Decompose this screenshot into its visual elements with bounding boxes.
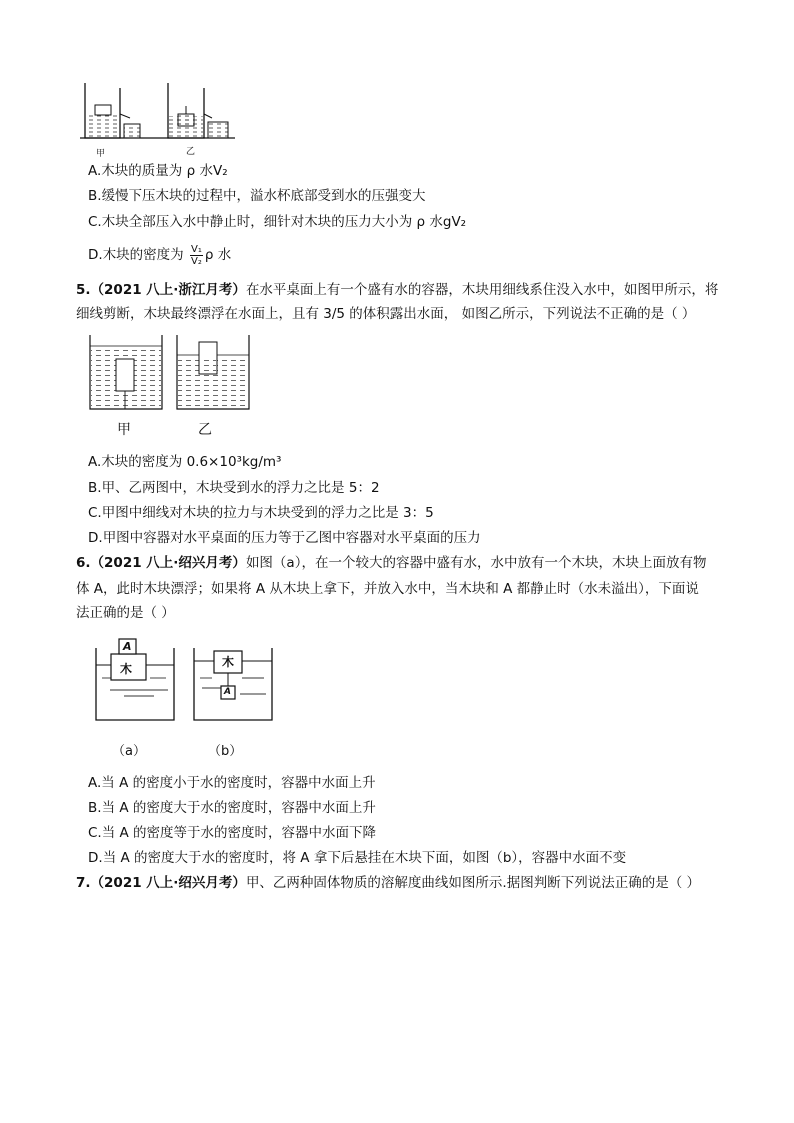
option-letter: A. (88, 163, 102, 179)
q6-option-a[interactable] (88, 774, 376, 792)
q6-block-a-label-b: A (224, 687, 231, 697)
q6-option-b[interactable] (88, 799, 376, 817)
option-text: 木块的密度为 0.6×10³kg/m³ (101, 454, 282, 470)
question-text: 在水平桌面上有一个盛有水的容器，木块用细线系住没入水中，如图甲所示，将 (245, 282, 719, 298)
fig-top-label-yi: 乙 (186, 147, 196, 157)
option-text: 甲、乙两图中，木块受到水的浮力之比是 5：2 (101, 480, 380, 496)
option-text: 当 A 的密度等于水的密度时，容器中水面下降 (101, 825, 377, 841)
option-letter: C. (88, 505, 102, 521)
q6-block-a-label: A (123, 640, 132, 653)
question-source: （2021 八上·浙江月考） (90, 282, 246, 298)
option-text: 甲图中容器对水平桌面的压力等于乙图中容器对水平桌面的压力 (102, 530, 481, 546)
question-text: 甲、乙两种固体物质的溶解度曲线如图所示.据图判断下列说法正确的是（ ） (245, 875, 701, 891)
question-text: 法正确的是（ ） (76, 605, 175, 621)
option-letter: D. (88, 850, 103, 866)
option-letter: A. (88, 454, 102, 470)
q5-fig-label-yi: 乙 (198, 422, 212, 438)
q6-caption-a: （a） (112, 744, 146, 759)
q6-stem-line3 (76, 604, 175, 622)
q6-wood-label-a: 木 (120, 662, 133, 676)
option-letter: A. (88, 775, 102, 791)
q6-wood-label-b: 木 (222, 655, 235, 669)
question-source: （2021 八上·绍兴月考） (90, 555, 246, 571)
option-letter: B. (88, 480, 102, 496)
option-text: 当 A 的密度大于水的密度时，将 A 拿下后悬挂在木块下面，如图（b），容器中水面不变 (102, 850, 627, 866)
q6-caption-b: （b） (208, 744, 243, 759)
option-letter: B. (88, 800, 102, 816)
q6-stem-line1 (76, 554, 706, 572)
option-text: 木块的质量为 (101, 163, 183, 179)
option-text: 木块的密度为 (102, 247, 184, 263)
option-formula: ρ 水V₂ (186, 163, 228, 179)
option-formula: ρ 水gV₂ (416, 214, 467, 230)
question-number: 7. (76, 875, 91, 891)
q6-option-c[interactable] (88, 824, 376, 842)
option-text: 当 A 的密度大于水的密度时，容器中水面上升 (101, 800, 376, 816)
question-text: 体 A，此时木块漂浮；如果将 A 从木块上拿下，并放入水中，当木块和 A 都静止时（水未溢出），下面说 (76, 581, 699, 597)
q5-fig-label-jia: 甲 (117, 422, 131, 438)
option-text: 木块全部压入水中静止时，细针对木块的压力大小为 (101, 214, 413, 230)
q7-stem-line1 (76, 874, 700, 892)
q5-stem-line1 (76, 281, 718, 299)
option-text: 甲图中细线对木块的拉力与木块受到的浮力之比是 3：5 (101, 505, 434, 521)
q5-option-a[interactable] (88, 453, 281, 471)
option-formula: ρ 水 (204, 247, 232, 263)
option-letter: C. (88, 825, 102, 841)
q5-option-b[interactable] (88, 479, 380, 497)
q5-option-d[interactable] (88, 529, 481, 547)
option-text: 当 A 的密度小于水的密度时，容器中水面上升 (101, 775, 376, 791)
question-number: 5. (76, 282, 91, 298)
density-fraction (190, 244, 203, 267)
fraction-denominator: V₂ (190, 255, 202, 267)
q4-option-b[interactable] (88, 187, 426, 205)
q6-option-d[interactable] (88, 849, 626, 867)
option-text: 缓慢下压木块的过程中，溢水杯底部受到水的压强变大 (101, 188, 426, 204)
q6-figure (88, 634, 273, 729)
fraction-numerator: V₁ (190, 243, 202, 255)
option-letter: D. (88, 247, 103, 263)
q5-figure (86, 333, 256, 419)
q4-option-d[interactable] (88, 238, 231, 272)
q6-stem-line2 (76, 580, 699, 598)
question-text: 细线剪断，木块最终漂浮在水面上，且有 3/5 的体积露出水面， 如图乙所示，下列说法不正确的是（ ） (76, 306, 696, 322)
q5-stem-line2 (76, 305, 695, 323)
question-text: 如图（a），在一个较大的容器中盛有水，水中放有一个木块，木块上面放有物 (245, 555, 707, 571)
option-letter: D. (88, 530, 103, 546)
option-letter: B. (88, 188, 102, 204)
q4-option-a[interactable] (88, 162, 228, 180)
q4-option-c[interactable] (88, 213, 466, 231)
q5-option-c[interactable] (88, 504, 434, 522)
option-letter: C. (88, 214, 102, 230)
fig-top-label-jia: 甲 (96, 149, 106, 159)
question-number: 6. (76, 555, 91, 571)
question-source: （2021 八上·绍兴月考） (90, 875, 246, 891)
